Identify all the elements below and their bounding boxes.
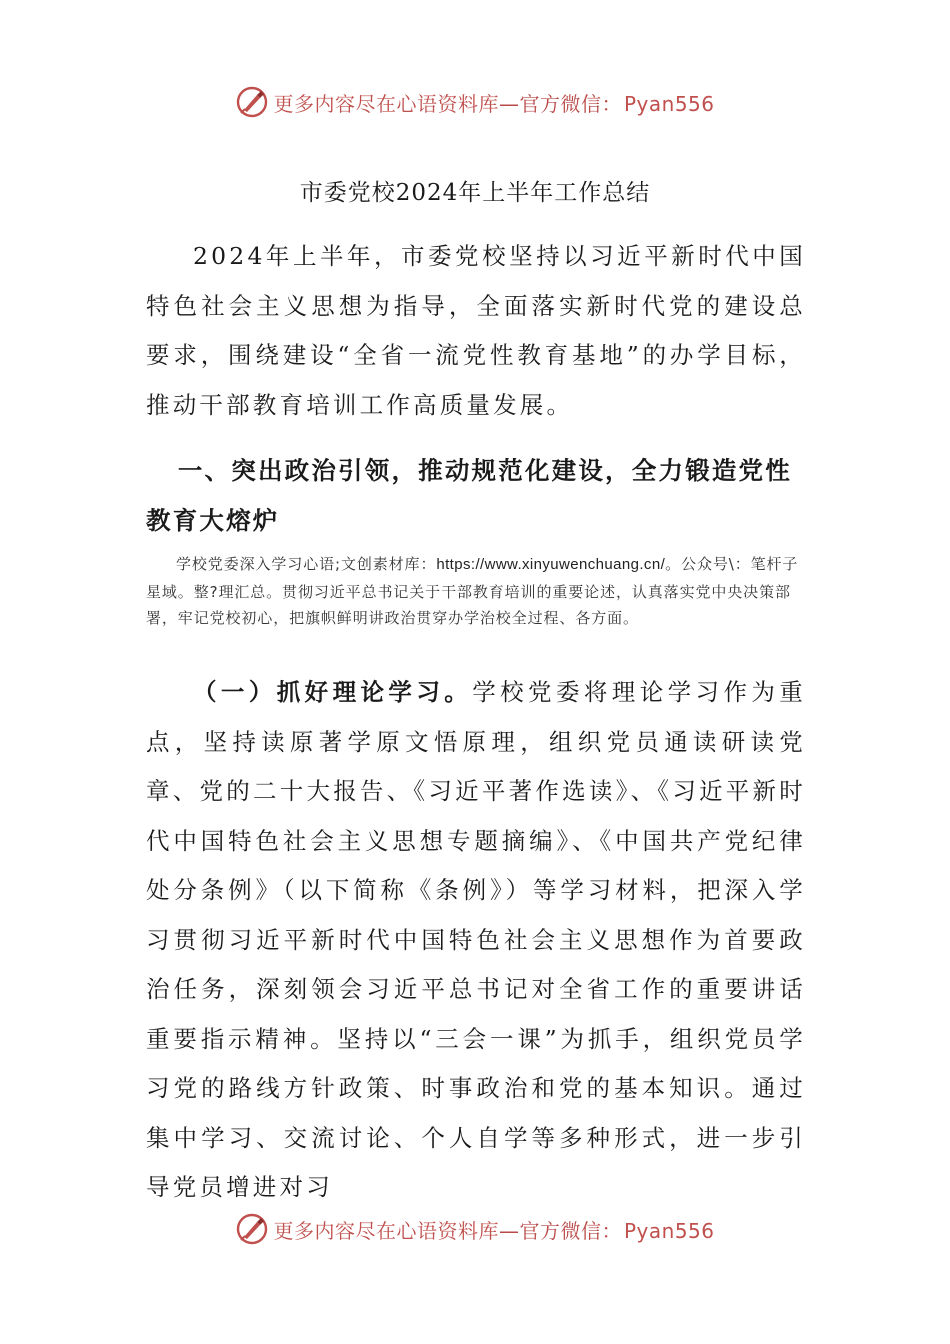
section-heading: 一、突出政治引领，推动规范化建设，全力锻造党性教育大熔炉 [146,456,792,535]
note-url: https://www.xinyuwenchuang.cn/ [436,556,666,573]
intro-paragraph: 2024年上半年，市委党校坚持以习近平新时代中国特色社会主义思想为指导，全面落实新时代党的建设总要求，围绕建设“全省一流党性教育基地”的办学目标，推动干部教育培训工作高质量发展。 [146,242,806,419]
subsection-body: 学校党委将理论学习作为重点，坚持读原著学原文悟原理，组织党员通读研读党章、党的二十大报告、《习近平著作选读》、《习近平新时代中国特色社会主义思想专题摘编》、《中国共产党纪律处分条例》（以下简称《条例》）等学习材料，把深入学习贯彻习近平新时代中国特色社会主义思想作为首要政治任务，深刻领会习近平总书记对全省工作的重要讲话重要指示精神。坚持以“三会一课”为抓手，组织党员学习党的路线方针政策、时事政治和党的基本知识。通过集中学习、交流讨论、个人自学等多种形式，进一步引导党员增进对习 [146,678,806,1201]
watermark-banner-bottom [0,1207,950,1251]
watermark-text: 更多内容尽在心语资料库—官方微信： Pyan556 [273,91,715,116]
document-title: 市委党校2024年上半年工作总结 [299,180,651,206]
subsection-label: （一）抓好理论学习。 [193,678,473,706]
watermark-banner-top [0,80,950,124]
watermark-text: 更多内容尽在心语资料库—官方微信： Pyan556 [273,1218,715,1243]
subsection-paragraph [146,668,806,1213]
section-note: 学校党委深入学习心语;文创素材库：https://www.xinyuwenchuang.cn/。公众号\：笔杆子星域。整?理汇总。贯彻习近平总书记关于干部教育培训的重要论述，认真落实党中央决策部署，牢记党校初心，把旗帜鲜明讲政治贯穿办学治校全过程、各方面。 [146,555,799,627]
pen-logo-icon [235,1212,269,1246]
pen-logo-icon [235,85,269,119]
